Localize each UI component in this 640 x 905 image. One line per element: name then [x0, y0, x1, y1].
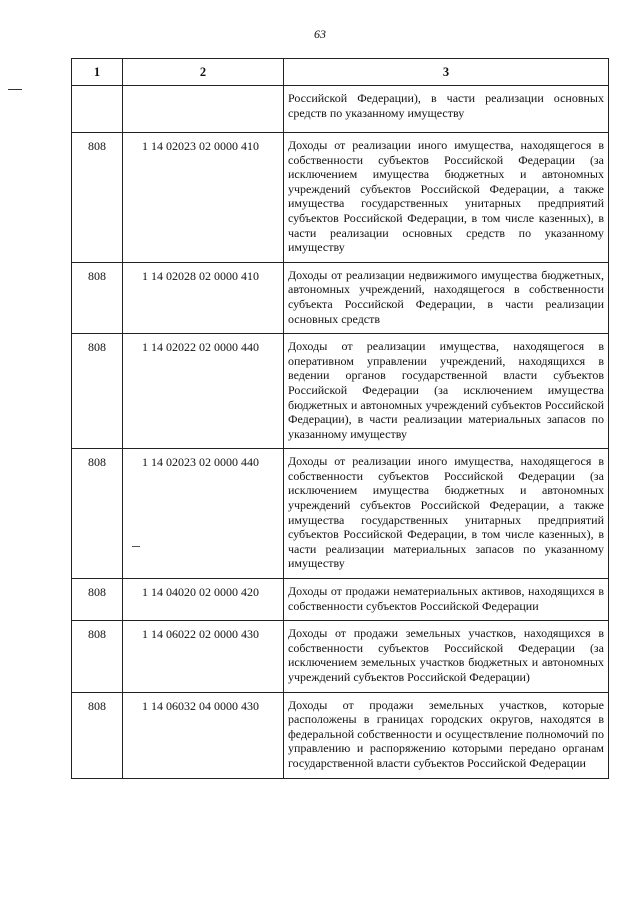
margin-mark: [8, 89, 22, 90]
description-cell: Доходы от реализации недвижимого имущества бюджетных, автономных учреждений, находящегося в собственности субъекта Российской Федерации, в части реализации основных средств: [284, 262, 609, 333]
budget-code-cell: 1 14 02022 02 0000 440: [123, 334, 284, 449]
admin-code-cell: 808: [72, 621, 123, 692]
table-header-row: [72, 59, 609, 86]
admin-code-cell: 808: [72, 133, 123, 263]
table-row-continuation: [72, 86, 609, 133]
admin-code-cell: [72, 86, 123, 133]
description-cell: Доходы от продажи земельных участков, которые расположены в границах городских округов, находятся в федеральной собственности и осуществление полномочий по управлению и распоряжению которыми передано органам государственной власти субъектов Российской Федерации: [284, 692, 609, 778]
admin-code-cell: 808: [72, 579, 123, 621]
budget-code-cell: 1 14 02028 02 0000 410: [123, 262, 284, 333]
budget-code-cell: 1 14 06022 02 0000 430: [123, 621, 284, 692]
description-cell: Доходы от продажи нематериальных активов, находящихся в собственности субъектов Российской Федерации: [284, 579, 609, 621]
description-cell: Доходы от реализации иного имущества, находящегося в собственности субъектов Российской Федерации (за исключением имущества бюджетных и автономных учреждений субъектов Российской Федерации, а также имущества государственных унитарных предприятий субъектов Российской Федерации, в том числе казенных), в части реализации материальных запасов по указанному имуществу: [284, 449, 609, 579]
budget-code-cell: 1 14 02023 02 0000 410: [123, 133, 284, 263]
budget-code-cell: 1 14 06032 04 0000 430: [123, 692, 284, 778]
description-cell: Доходы от продажи земельных участков, находящихся в собственности субъектов Российской Федерации (за исключением земельных участков бюджетных и автономных учреждений субъектов Российской Федерации): [284, 621, 609, 692]
table-row: [72, 579, 609, 621]
description-cell: Российской Федерации), в части реализации основных средств по указанному имуществу: [284, 86, 609, 133]
budget-code-cell: 1 14 02023 02 0000 440: [123, 449, 284, 579]
table-row: [72, 692, 609, 778]
column-header: 2: [123, 59, 284, 86]
admin-code-cell: 808: [72, 334, 123, 449]
table-row: [72, 334, 609, 449]
revenue-codes-table: [71, 58, 609, 779]
description-cell: Доходы от реализации имущества, находящегося в оперативном управлении учреждений, находящихся в ведении органов государственной власти субъектов Российской Федерации (за исключением имущества бюджетных и автономных учреждений субъектов Российской Федерации), в части реализации материальных запасов по указанному имуществу: [284, 334, 609, 449]
admin-code-cell: 808: [72, 692, 123, 778]
column-header: 3: [284, 59, 609, 86]
table-row: [72, 621, 609, 692]
table-row: [72, 449, 609, 579]
table-row: [72, 133, 609, 263]
admin-code-cell: 808: [72, 449, 123, 579]
table-row: [72, 262, 609, 333]
budget-code-cell: [123, 86, 284, 133]
description-cell: Доходы от реализации иного имущества, находящегося в собственности субъектов Российской Федерации (за исключением имущества бюджетных и автономных учреждений субъектов Российской Федерации, а также имущества государственных унитарных предприятий субъектов Российской Федерации, в том числе казенных), в части реализации основных средств по указанному имуществу: [284, 133, 609, 263]
admin-code-cell: 808: [72, 262, 123, 333]
budget-code-cell: 1 14 04020 02 0000 420: [123, 579, 284, 621]
column-header: 1: [72, 59, 123, 86]
page-number: 63: [314, 27, 326, 41]
